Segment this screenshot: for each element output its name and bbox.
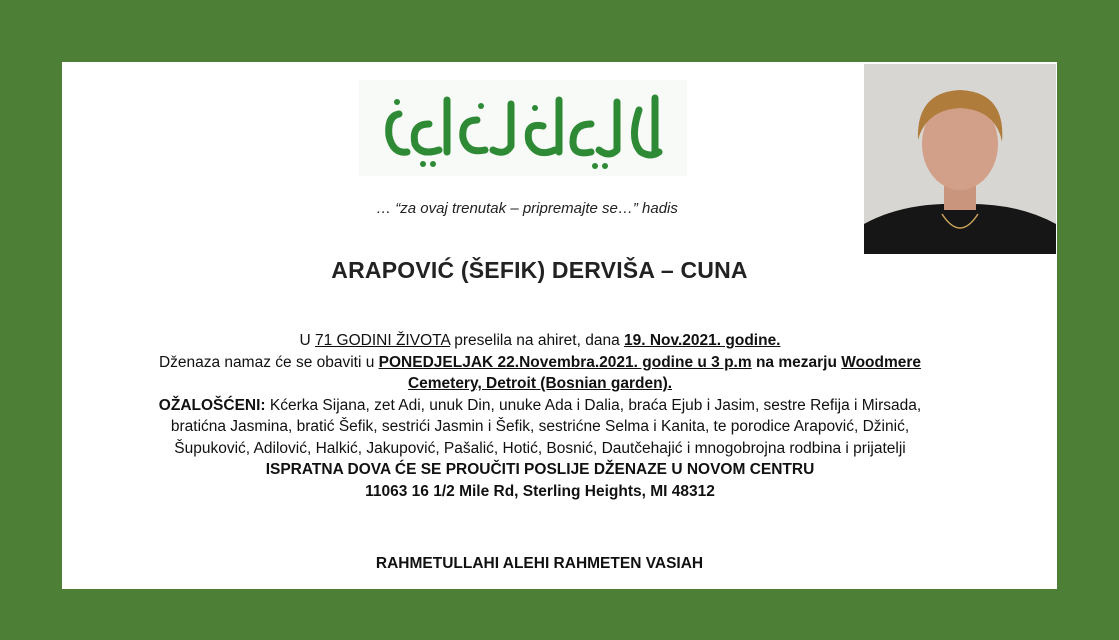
obituary-text	[80, 330, 1000, 502]
death-date-line: U 71 GODINI ŽIVOTA preselila na ahiret, dana 19. Nov.2021. godine.	[299, 332, 781, 349]
deceased-name: ARAPOVIĆ (ŠEFIK) DERVIŠA – CUNA	[331, 257, 748, 283]
center-address: 11063 16 1/2 Mile Rd, Sterling Heights, MI 48312	[365, 482, 715, 500]
closing-prayer: RAHMETULLAHI ALEHI RAHMETEN VASIAH	[375, 555, 704, 572]
hadith-quote: … “za ovaj trenutak – pripremajte se…” hadis	[376, 200, 678, 217]
mourners-label: OŽALOŠĆENI:	[158, 396, 266, 414]
funeral-date: PONEDJELJAK 22.Novembra.2021. godine u 3 p.m	[378, 353, 752, 371]
cemetery-location: Cemetery, Detroit (Bosnian garden).	[407, 375, 673, 392]
mourners-line-2: bratićna Jasmina, bratić Šefik, sestrići Jasmin i Šefik, sestrićne Selma i Kanita, te porodice Arapović, Džinić,	[170, 418, 910, 435]
death-date: 19. Nov.2021. godine.	[624, 332, 781, 349]
arabic-calligraphy-image	[359, 80, 687, 176]
age-text: 71 GODINI ŽIVOTA	[315, 332, 450, 349]
mourners-line-3: Šupuković, Adilović, Halkić, Jakupović, Pašalić, Hotić, Bosnić, Dautčehajić i mnogobrojna rodbina i prijatelji	[174, 439, 906, 457]
funeral-line: Dženaza namaz će se obaviti u PONEDJELJAK 22.Novembra.2021. godine u 3 p.m na mezarju Woodmere	[158, 353, 922, 371]
mourners-line-1: OŽALOŠĆENI: Kćerka Sijana, zet Adi, unuk Din, unuke Ada i Dalia, braća Ejub i Jasim, sestre Refija i Mirsada,	[158, 396, 922, 414]
cemetery-name: Woodmere	[841, 353, 922, 371]
dova-notice: ISPRATNA DOVA ĆE SE PROUČITI POSLIJE DŽENAZE U NOVOM CENTRU	[265, 461, 815, 478]
portrait-photo	[864, 64, 1056, 254]
obituary-card	[62, 62, 1057, 589]
